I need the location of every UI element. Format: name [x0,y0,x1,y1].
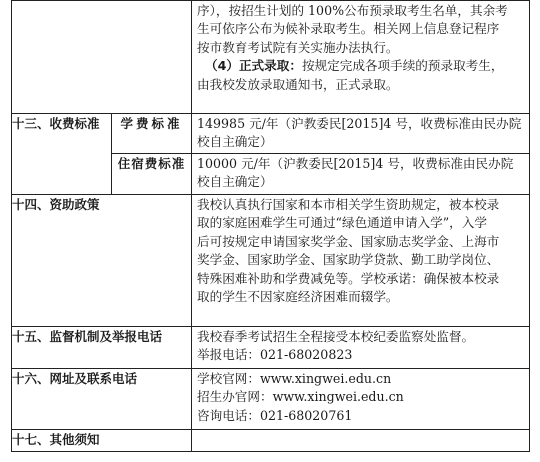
text-line: 我校春季考试招生全程接受本校纪委监察处监督。 [197,329,475,344]
text-line: 举报电话：021-68020823 [197,347,353,363]
text-line: 奖学金、国家助学金、国家助学贷款、勤工助学岗位、 [197,252,500,268]
consult-phone: 咨询电话：021-68020761 [197,407,353,423]
tuition-content [192,114,530,154]
text-line: 我校认真执行国家和本市相关学生资助规定，被本校录 [197,197,500,212]
text-line: 校自主确定） [197,174,273,190]
row-contact [12,369,530,430]
text-line: 10000 元/年（沪教委民[2015]4 号，收费标准由民办院 [197,156,514,171]
text-line: 按规定完成各项手续的预录取考生， [301,58,504,74]
aid-label: 十四、资助政策 [12,195,192,327]
school-website[interactable]: 学校官网：www.xingwei.edu.cn [197,371,392,386]
row-supervision [12,327,530,369]
row-tuition [12,114,530,154]
admissions-website[interactable]: 招生办官网：www.xingwei.edu.cn [197,389,404,405]
fees-label: 十三、收费标准 [12,114,112,195]
final-admission-marker: （4）正式录取： [205,58,302,74]
text-line: 由我校发放录取通知书，正式录取。 [197,76,399,92]
text-line: 149985 元/年（沪教委民[2015]4 号，收费标准由民办院 [197,116,522,131]
text-line: 序），按招生计划的 100%公布预录取考生名单，其余考 [197,3,508,18]
text-line: 取的家庭困难学生可通过“绿色通道申请入学”，入学 [197,215,487,231]
notes-label: 十七、其他须知 [12,430,192,452]
text-line: 校自主确定） [197,134,273,150]
tuition-label: 学费标准 [112,114,192,154]
text-line: 生可依序公布为候补录取考生。相关网上信息登记程序 [197,21,500,37]
admission-continued-content [192,1,530,114]
notes-content [192,430,530,452]
row-other-notes [12,430,530,452]
empty-label-cell [12,1,192,114]
text-line: 特殊困难补助和学费减免等。学校承诺：确保被本校录 [197,270,500,286]
admission-info-table [11,0,530,452]
text-line: 取的学生不因家庭经济困难而辍学。 [197,289,399,305]
contact-content [192,369,530,430]
supervision-content [192,327,530,369]
aid-content [192,195,530,327]
text-line: 后可按规定申请国家奖学金、国家励志奖学金、上海市 [197,233,500,249]
contact-label: 十六、网址及联系电话 [12,369,192,430]
supervision-label: 十五、监督机制及举报电话 [12,327,192,369]
row-admission-continued [12,1,530,114]
final-admission-line [197,57,525,75]
row-aid-policy [12,195,530,327]
text-line: 按市教育考试院有关实施办法执行。 [197,39,399,55]
lodging-content [192,154,530,195]
lodging-label: 住宿费标准 [112,154,192,195]
